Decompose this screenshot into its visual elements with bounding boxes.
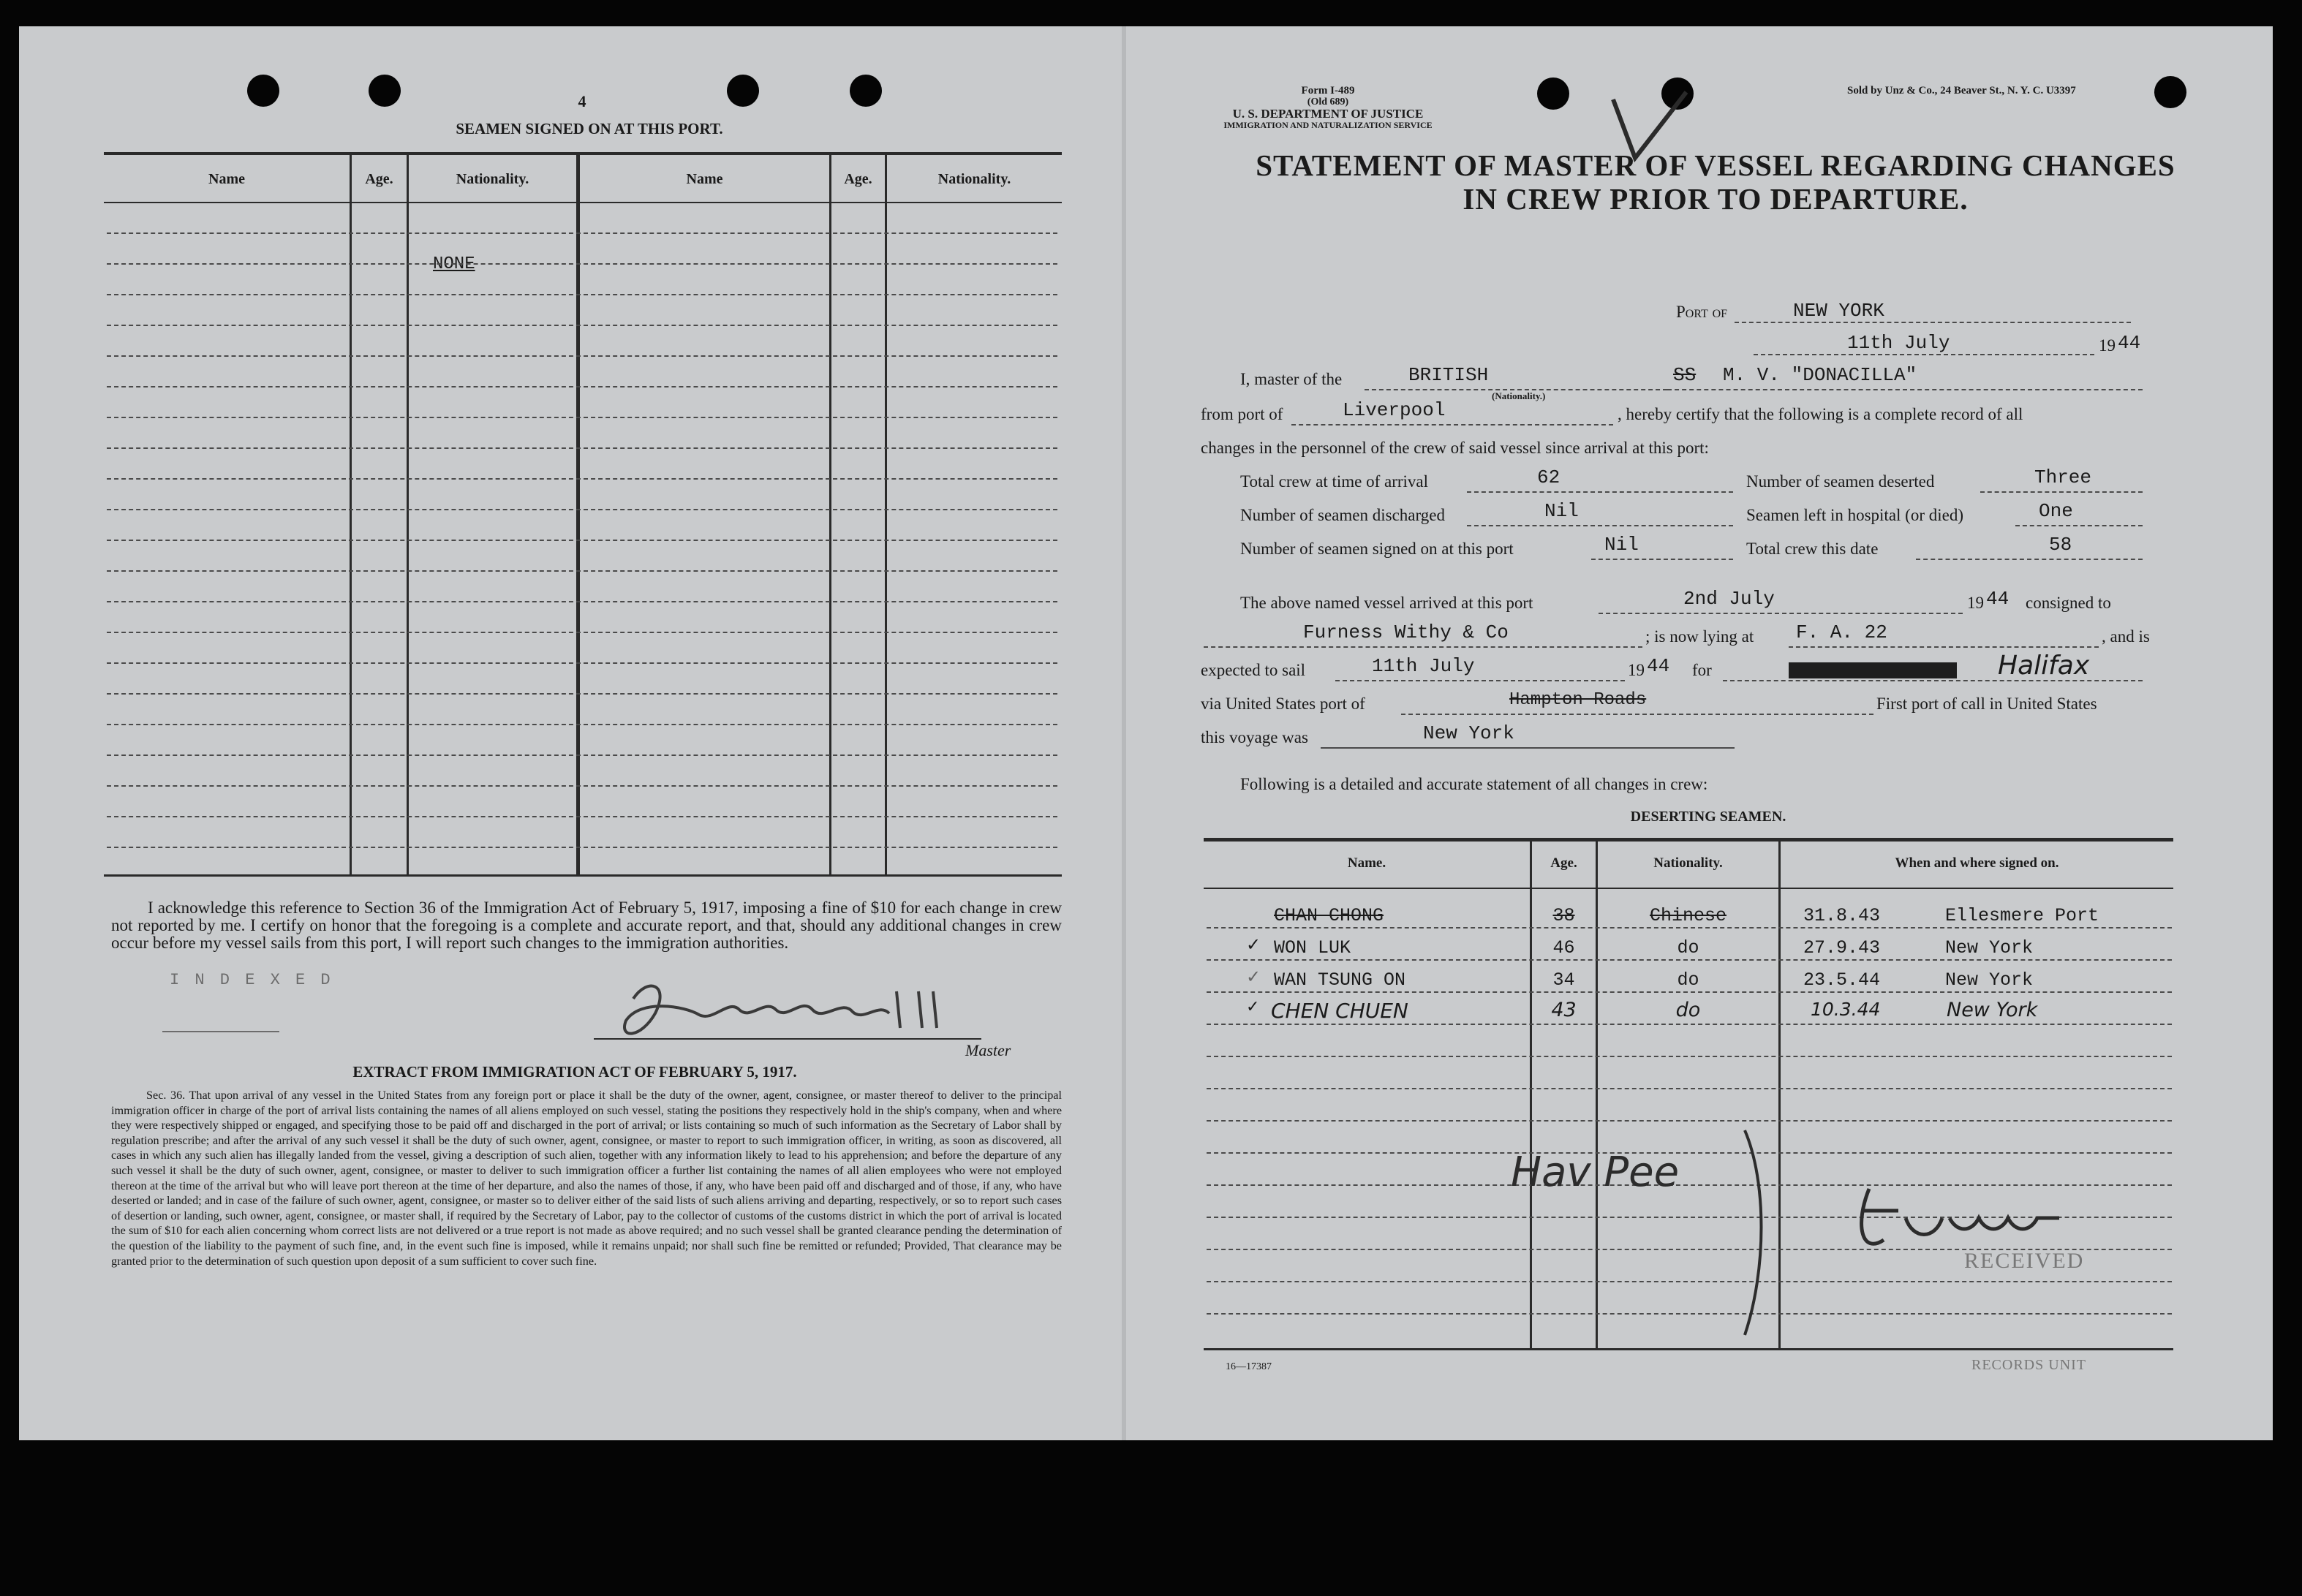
- table-row-line: [107, 847, 1057, 848]
- tick-mark-icon: ✓: [1246, 968, 1261, 987]
- seaman-name: CHEN CHUEN: [1271, 999, 1408, 1023]
- table-row-line: [107, 509, 1057, 510]
- vessel-line: [1667, 389, 2143, 390]
- date-value: 11th July: [1847, 332, 1950, 354]
- seaman-age: 38: [1552, 905, 1575, 926]
- expected-value: 11th July: [1372, 655, 1475, 677]
- via-label: via United States port of: [1201, 695, 1365, 713]
- table-row-line: [107, 724, 1057, 725]
- table-row-line: [107, 417, 1057, 418]
- desert-row-line: [1207, 991, 2172, 993]
- deserted-value: Three: [2034, 466, 2092, 488]
- port-of-label: Port of: [1676, 303, 1728, 321]
- table-row-line: [107, 386, 1057, 387]
- column-divider: [829, 154, 831, 876]
- master-of-label: I, master of the: [1240, 370, 1343, 388]
- port-of-line: [1735, 322, 2131, 323]
- seaman-age: 46: [1552, 937, 1575, 958]
- desert-row-line: [1207, 1281, 2172, 1282]
- seaman-name: WAN TSUNG ON: [1274, 969, 1406, 991]
- sail-year-prefix: 19: [1628, 661, 1645, 679]
- desert-row-line: [1207, 1313, 2172, 1315]
- total-crew-arrival-label: Total crew at time of arrival: [1240, 472, 1429, 491]
- tick-mark-icon: ✓: [1246, 936, 1261, 955]
- department-name: U. S. DEPARTMENT OF JUSTICE: [1232, 107, 1424, 121]
- arrived-label: The above named vessel arrived at this port: [1240, 594, 1533, 612]
- seaman-signed-date: 10.3.44: [1811, 999, 1881, 1020]
- total-crew-date-label: Total crew this date: [1746, 540, 1879, 558]
- nationality-value: BRITISH: [1408, 364, 1489, 386]
- extract-heading: EXTRACT FROM IMMIGRATION ACT OF FEBRUARY 5, 1917.: [352, 1063, 797, 1081]
- form-title-line1: STATEMENT OF MASTER OF VESSEL REGARDING CHANGES: [1256, 148, 2175, 182]
- consignee-line: [1204, 646, 1642, 648]
- seller-imprint: Sold by Unz & Co., 24 Beaver St., N. Y. C. U3397: [1847, 85, 2076, 97]
- discharged-label: Number of seamen discharged: [1240, 506, 1445, 524]
- records-stamp: RECORDS UNIT: [1971, 1357, 2087, 1373]
- vessel-type-struck: SS: [1673, 364, 1697, 386]
- signed-on-heading: SEAMEN SIGNED ON AT THIS PORT.: [456, 120, 723, 137]
- desert-row-line: [1207, 959, 2172, 961]
- column-header-name: Name: [208, 171, 245, 187]
- arrived-line: [1599, 613, 1963, 614]
- deserted-line: [1980, 491, 2143, 493]
- desert-table-bottom: [1204, 1348, 2173, 1350]
- vessel-name-value: M. V. "DONACILLA": [1723, 364, 1917, 386]
- column-header-nationality: Nationality.: [456, 171, 529, 187]
- seaman-nationality: do: [1677, 969, 1699, 991]
- page-number: 4: [578, 92, 586, 110]
- seaman-age: 34: [1552, 969, 1575, 991]
- seaman-signed-date: 31.8.43: [1803, 905, 1881, 926]
- table-row-line: [107, 447, 1057, 449]
- punch-hole: [1537, 77, 1569, 110]
- extract-text: Sec. 36. That upon arrival of any vessel in the United States from any foreign port or place it shall be the duty of the owner, agent, consignee, or master thereof to deliver to the principal immigration officer in charge of the port of arrival lists containing the names of all aliens employed on such vessel, stating the positions they respectively hold in the ship's company, when and where they were respectively shipped or engaged, and specifying those to be paid off and discharged in the port of arrival; or lists containing so much of such information as the Secretary of Labor shall by regulation prescribe; and after the arrival of any such vessel it shall be the duty of such owner, agent, consignee, or master to report to such immigration officer, in writing, as soon as discovered, all cases in which any such alien has illegally landed from the vessel, giving a description of such alien, together with any information likely to lead to his apprehension; and before the departure of any such vessel it shall be the duty of such owner, agent, consignee, or master to deliver to such immigration officer a further list containing the names of all alien employees who were not employed thereon at the time of the arrival but who will leave port thereon at the time of her departure, and also the names of those, if any, who have been paid off and discharged and of those, if any, who have deserted or landed; and in case of the failure of such owner, agent, consignee, or master so to deliver either of the said lists of such aliens arriving and departing, respectively, or so to report such cases of desertion or landing, such owner, agent, consignee, or master shall, if required by the Secretary of Labor, pay to the collector of customs of the customs district in which the port of arrival is located the sum of $10 for each alien concerning whom correct lists are not delivered or a true report is not made as above required; and no such vessel shall be granted clearance pending the determination of the question of the liability to the payment of such fine, and, in the event such fine is imposed, while it remains unpaid; nor shall such fine be remitted or refunded; Provided, That clearance may be granted prior to the determination of such question upon deposit of a sum sufficient to cover such fine.: [111, 1089, 1062, 1268]
- desert-header-age: Age.: [1550, 855, 1577, 871]
- master-signature-line: [594, 1038, 981, 1040]
- seaman-age: 43: [1551, 999, 1577, 1021]
- page-fold: [1122, 26, 1126, 1440]
- via-line: [1401, 714, 1873, 715]
- column-divider: [350, 154, 352, 876]
- total-crew-arrival-line: [1467, 491, 1733, 493]
- desert-row-line: [1207, 927, 2172, 929]
- hospital-label: Seamen left in hospital (or died): [1746, 506, 1964, 524]
- signed-on-line: [1591, 559, 1733, 560]
- tick-mark-icon: ✓: [1246, 997, 1260, 1016]
- table-row-line: [107, 232, 1057, 234]
- service-name: IMMIGRATION AND NATURALIZATION SERVICE: [1223, 120, 1433, 130]
- date-line: [1754, 354, 2094, 355]
- deserted-label: Number of seamen deserted: [1746, 472, 1935, 491]
- master-label: Master: [965, 1041, 1011, 1059]
- seaman-signed-place: Ellesmere Port: [1945, 905, 2099, 926]
- from-port-label: from port of: [1201, 405, 1283, 423]
- table-row-line: [107, 540, 1057, 541]
- discharged-line: [1467, 525, 1733, 526]
- desert-table-header-rule: [1204, 888, 2173, 889]
- first-port-label: First port of call in United States: [1876, 695, 2097, 713]
- arrived-year-value: 44: [1986, 588, 2009, 610]
- desert-table-top: [1204, 838, 2173, 842]
- seaman-signed-date: 23.5.44: [1803, 969, 1881, 991]
- year-prefix: 19: [2099, 336, 2116, 355]
- seaman-signed-place: New York: [1947, 999, 2038, 1021]
- consigned-label: consigned to: [2026, 594, 2111, 612]
- desert-row-line: [1207, 1056, 2172, 1057]
- column-divider: [885, 154, 887, 876]
- certify-text: , hereby certify that the following is a complete record of all: [1618, 405, 2023, 423]
- punch-hole: [247, 75, 279, 107]
- seaman-name: CHAN CHONG: [1274, 905, 1384, 926]
- table-row-line: [107, 263, 1057, 265]
- table-header-rule: [104, 202, 1062, 203]
- arrived-year-prefix: 19: [1967, 594, 1984, 612]
- sail-year-value: 44: [1647, 655, 1670, 677]
- from-port-line: [1291, 424, 1613, 426]
- table-row-line: [107, 478, 1057, 480]
- lying-line: [1789, 646, 2099, 648]
- column-header-age: Age.: [365, 171, 393, 187]
- form-number: Form I-489: [1301, 85, 1355, 97]
- column-header-name: Name: [686, 171, 723, 187]
- table-row-line: [107, 816, 1057, 817]
- punch-hole: [850, 75, 882, 107]
- consignee-value: Furness Withy & Co: [1303, 621, 1509, 643]
- punch-hole: [2154, 76, 2186, 108]
- desert-header-name: Name.: [1347, 855, 1386, 871]
- discharged-value: Nil: [1544, 500, 1579, 522]
- expected-label: expected to sail: [1201, 661, 1306, 679]
- via-value-struck: Hampton Roads: [1509, 690, 1647, 710]
- table-row-line: [107, 693, 1057, 695]
- table-row-line: [107, 601, 1057, 602]
- seaman-name: WON LUK: [1274, 937, 1351, 958]
- voyage-value: New York: [1423, 722, 1514, 744]
- nationality-caption: (Nationality.): [1492, 390, 1546, 401]
- year-value: 44: [2118, 332, 2141, 354]
- column-divider: [407, 154, 409, 876]
- table-row-line: [107, 662, 1057, 664]
- table-row-line: [107, 294, 1057, 295]
- from-port-value: Liverpool: [1343, 399, 1446, 421]
- table-row-line: [107, 632, 1057, 633]
- and-is-label: , and is: [2102, 627, 2150, 646]
- column-divider: [576, 154, 580, 876]
- stamp-underline: [162, 1031, 279, 1032]
- hospital-line: [2015, 525, 2143, 526]
- desert-header-signed-on: When and where signed on.: [1895, 855, 2059, 871]
- print-code: 16—17387: [1226, 1361, 1272, 1372]
- none-entry: NONE: [433, 254, 475, 274]
- arrived-value: 2nd July: [1683, 588, 1775, 610]
- table-row-line: [107, 325, 1057, 326]
- for-label: for: [1692, 661, 1712, 679]
- table-row-line: [107, 355, 1057, 357]
- total-crew-arrival-value: 62: [1537, 466, 1561, 488]
- deserting-heading: DESERTING SEAMEN.: [1630, 809, 1786, 825]
- signed-on-label: Number of seamen signed on at this port: [1240, 540, 1514, 558]
- expected-line: [1335, 680, 1625, 681]
- lying-value: F. A. 22: [1796, 621, 1887, 643]
- received-stamp: RECEIVED: [1964, 1249, 2085, 1273]
- desert-row-line: [1207, 1088, 2172, 1089]
- signed-on-value: Nil: [1604, 534, 1639, 556]
- punch-hole: [369, 75, 401, 107]
- redaction-block: [1789, 662, 1957, 678]
- table-row-line: [107, 754, 1057, 756]
- voyage-label: this voyage was: [1201, 728, 1308, 746]
- table-row-line: [107, 785, 1057, 787]
- punch-hole: [727, 75, 759, 107]
- voyage-line: [1321, 747, 1735, 749]
- form-title-line2: IN CREW PRIOR TO DEPARTURE.: [1463, 182, 1969, 216]
- seaman-nationality: Chinese: [1649, 905, 1727, 926]
- handwritten-note: Hav Pee: [1511, 1149, 1680, 1196]
- column-header-age: Age.: [844, 171, 872, 187]
- desert-header-nationality: Nationality.: [1653, 855, 1723, 871]
- handwritten-bracket: [1730, 1123, 1789, 1342]
- seaman-signed-place: New York: [1945, 937, 2034, 958]
- seaman-signed-place: New York: [1945, 969, 2034, 991]
- hospital-value: One: [2039, 500, 2073, 522]
- lying-label: ; is now lying at: [1645, 627, 1754, 646]
- acknowledgment-text: I acknowledge this reference to Section 36 of the Immigration Act of February 5, 1917, imposing a fine of $10 for each change in crew not reported by me. I certify on honor that the foregoing is a complete and accurate report, and that, should any additional changes in crew occur before my vessel sails from this port, I will report such changes to the immigration authorities.: [111, 899, 1062, 952]
- indexed-stamp: I N D E X E D: [170, 971, 333, 989]
- following-text: Following is a detailed and accurate statement of all changes in crew:: [1240, 775, 1708, 793]
- form-sheet: [19, 26, 2273, 1440]
- table-bottom-rule: [104, 874, 1062, 877]
- desert-row-line: [1207, 1120, 2172, 1122]
- total-crew-date-line: [1916, 559, 2143, 560]
- changes-text: changes in the personnel of the crew of said vessel since arrival at this port:: [1201, 439, 1709, 457]
- seaman-nationality: do: [1677, 937, 1699, 958]
- column-header-nationality: Nationality.: [937, 171, 1011, 187]
- destination-value: Halifax: [1998, 651, 2090, 681]
- table-top-rule: [104, 152, 1062, 155]
- table-row-line: [107, 570, 1057, 572]
- port-of-value: NEW YORK: [1793, 300, 1884, 322]
- total-crew-date-value: 58: [2049, 534, 2072, 556]
- seaman-nationality: do: [1675, 999, 1701, 1021]
- seaman-signed-date: 27.9.43: [1803, 937, 1881, 958]
- desert-row-line: [1207, 1024, 2172, 1025]
- form-old-number: (Old 689): [1307, 97, 1349, 107]
